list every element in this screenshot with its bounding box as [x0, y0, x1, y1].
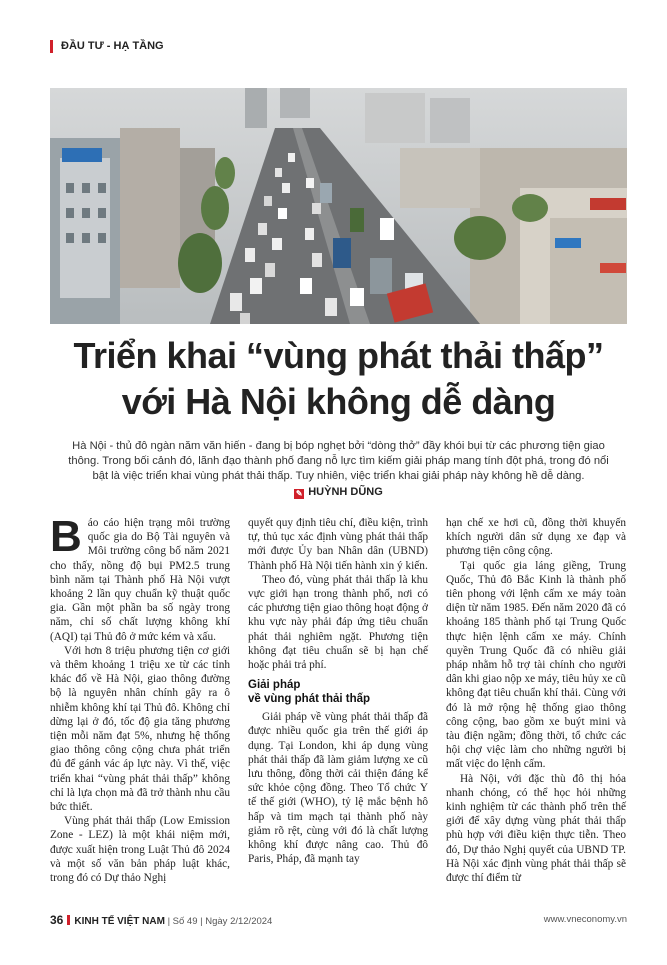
body-paragraph: Với hơn 8 triệu phương tiện cơ giới và thêm khoảng 1 triệu xe từ các tỉnh khác đổ về Hà Nội, giao thông đường bộ là nguyên nhân chính gây ra ô nhiễm không khí tại Thủ đô. Không chỉ dừng lại ở đó, tốc độ gia tăng phương tiện mỗi năm đạt 5%, nhưng hệ thống giao thông công cộng chưa phát triển đủ để gánh vác áp lực này. Vì thế, việc triển khai “vùng phát thải thấp” không chỉ là lựa chọn mà đã trở thành nhu cầu bức thiết. — [50, 644, 230, 814]
body-paragraph: Tại quốc gia láng giềng, Trung Quốc, Thủ đô Bắc Kinh là thành phố tiên phong với lệnh cấm xe máy toàn diện từ năm 1985. Đến năm 2020 đã có khoảng 185 thành phố tại Trung Quốc thực hiện lệnh cấm xe máy. Chính quyền Trung Quốc đã có nhiều giải pháp nhằm hỗ trợ tài chính cho người dân khi giao nộp xe máy, tiêu hủy xe cũ không đạt tiêu chuẩn khí thải. Cùng với đó là mở rộng hệ thống giao thông công cộng, bao gồm xe buýt mini và tàu điện ngầm; đồng thời, tổ chức các hội chợ việc làm cho những người bị mất việc do lệnh cấm. — [446, 559, 626, 771]
page-footer — [50, 913, 627, 927]
section-label: ĐẦU TƯ - HẠ TẦNG — [50, 40, 164, 53]
body-column-3 — [446, 516, 626, 885]
footer-separator: | — [200, 916, 206, 927]
author-name: HUỲNH DŨNG — [308, 486, 383, 498]
body-paragraph: hạn chế xe hơi cũ, đồng thời khuyến khích người dân sử dụng xe đạp và phương tiện công cộng. — [446, 517, 626, 558]
pen-icon: ✎ — [295, 489, 303, 498]
traffic-photo — [50, 88, 627, 324]
body-column-2 — [248, 516, 428, 866]
body-paragraph: Vùng phát thải thấp (Low Emission Zone - LEZ) là một khái niệm mới, được xuất hiện trong Luật Thủ đô 2024 và một số văn bản pháp luật khác, trong đó có Dự thảo Nghị — [50, 815, 230, 885]
drop-cap: B — [50, 512, 82, 561]
body-paragraph: Theo đó, vùng phát thải thấp là khu vực giới hạn trong thành phố, nơi có các phương tiện giao thông hoạt động ở khu vực này phải đáp ứng tiêu chuẩn phát thải nghiêm ngặt. Phương tiện không đạt tiêu chuẩn sẽ bị hạn chế hoặc phải trả phí. — [248, 573, 428, 672]
hanoi-traffic-illustration — [50, 88, 627, 324]
magazine-name: KINH TẾ VIỆT NAM — [74, 916, 165, 927]
headline-line-2: với Hà Nội không dễ dàng — [121, 381, 556, 422]
website-link[interactable]: www.vneconomy.vn — [543, 914, 627, 925]
subheading — [248, 678, 428, 706]
body-column-1 — [50, 512, 230, 885]
headline-line-1: Triển khai “vùng phát thải thấp” — [73, 335, 604, 376]
body-paragraph: quyết quy định tiêu chí, điều kiện, trình tự, thủ tục xác định vùng phát thải thấp mới được Ủy ban Nhân dân (UBND) Thành phố Hà Nội tiến hành xin ý kiến. — [248, 517, 428, 572]
body-paragraph: Hà Nội, với đặc thù đô thị hóa nhanh chóng, có thể học hỏi những kinh nghiệm từ các thành phố trên thế giới để xây dựng vùng phát thải thấp phù hợp với điều kiện thực tiễn. Theo đó, Dự thảo Nghị quyết của UBND TP. Hà Nội xác định vùng phát thải thấp sẽ được thí điểm từ — [446, 772, 626, 885]
footer-divider — [67, 915, 70, 925]
subheading-line-2: về vùng phát thải thấp — [248, 693, 371, 706]
issue-date: Ngày 2/12/2024 — [205, 916, 273, 927]
lede-paragraph: Hà Nội - thủ đô ngàn năm văn hiến - đang bị bóp nghẹt bởi “dòng thở” đầy khói bụi từ các phương tiện giao thông. Trong bối cảnh đó, lãnh đạo thành phố đang nỗ lực tìm kiếm giải pháp mang tính đột phá, trong đó nổi bật là việc triển khai vùng phát thải thấp. Tuy nhiên, việc triển khai giải pháp này không hề dễ dàng. — [68, 440, 609, 482]
subheading-line-1: Giải pháp — [248, 679, 301, 692]
issue-number: Số 49 — [172, 916, 198, 927]
body-paragraph: Báo cáo hiện trạng môi trường quốc gia do Bộ Tài nguyên và Môi trường công bố năm 2021 cho thấy, nồng độ bụi PM2.5 trung bình năm tại Thành phố Hà Nội vượt khoảng 2 lần quy chuẩn kỹ thuật quốc gia. Gần một phần ba số ngày trong năm, chỉ số chất lượng không khí (AQI) tại Thủ đô ở mức kém và xấu. — [50, 512, 230, 643]
body-paragraph: Giải pháp về vùng phát thải thấp đã được nhiều quốc gia trên thế giới áp dụng. Tại London, khi áp dụng vùng phát thải thấp đã làm giảm lượng xe cũ lưu thông, đồng thời cải thiện đáng kể sức khỏe cộng đồng. Theo Tổ chức Y tế thế giới (WHO), tỷ lệ mắc bệnh hô hấp và tim mạch tại thành phố này giảm rõ rệt, cùng với đó là chất lượng không khí được nâng cao. Thủ đô Paris, Pháp, đã mạnh tay — [248, 711, 428, 866]
page-number: 36 — [50, 913, 64, 927]
byline — [50, 486, 627, 499]
footer-separator: | — [167, 916, 173, 927]
